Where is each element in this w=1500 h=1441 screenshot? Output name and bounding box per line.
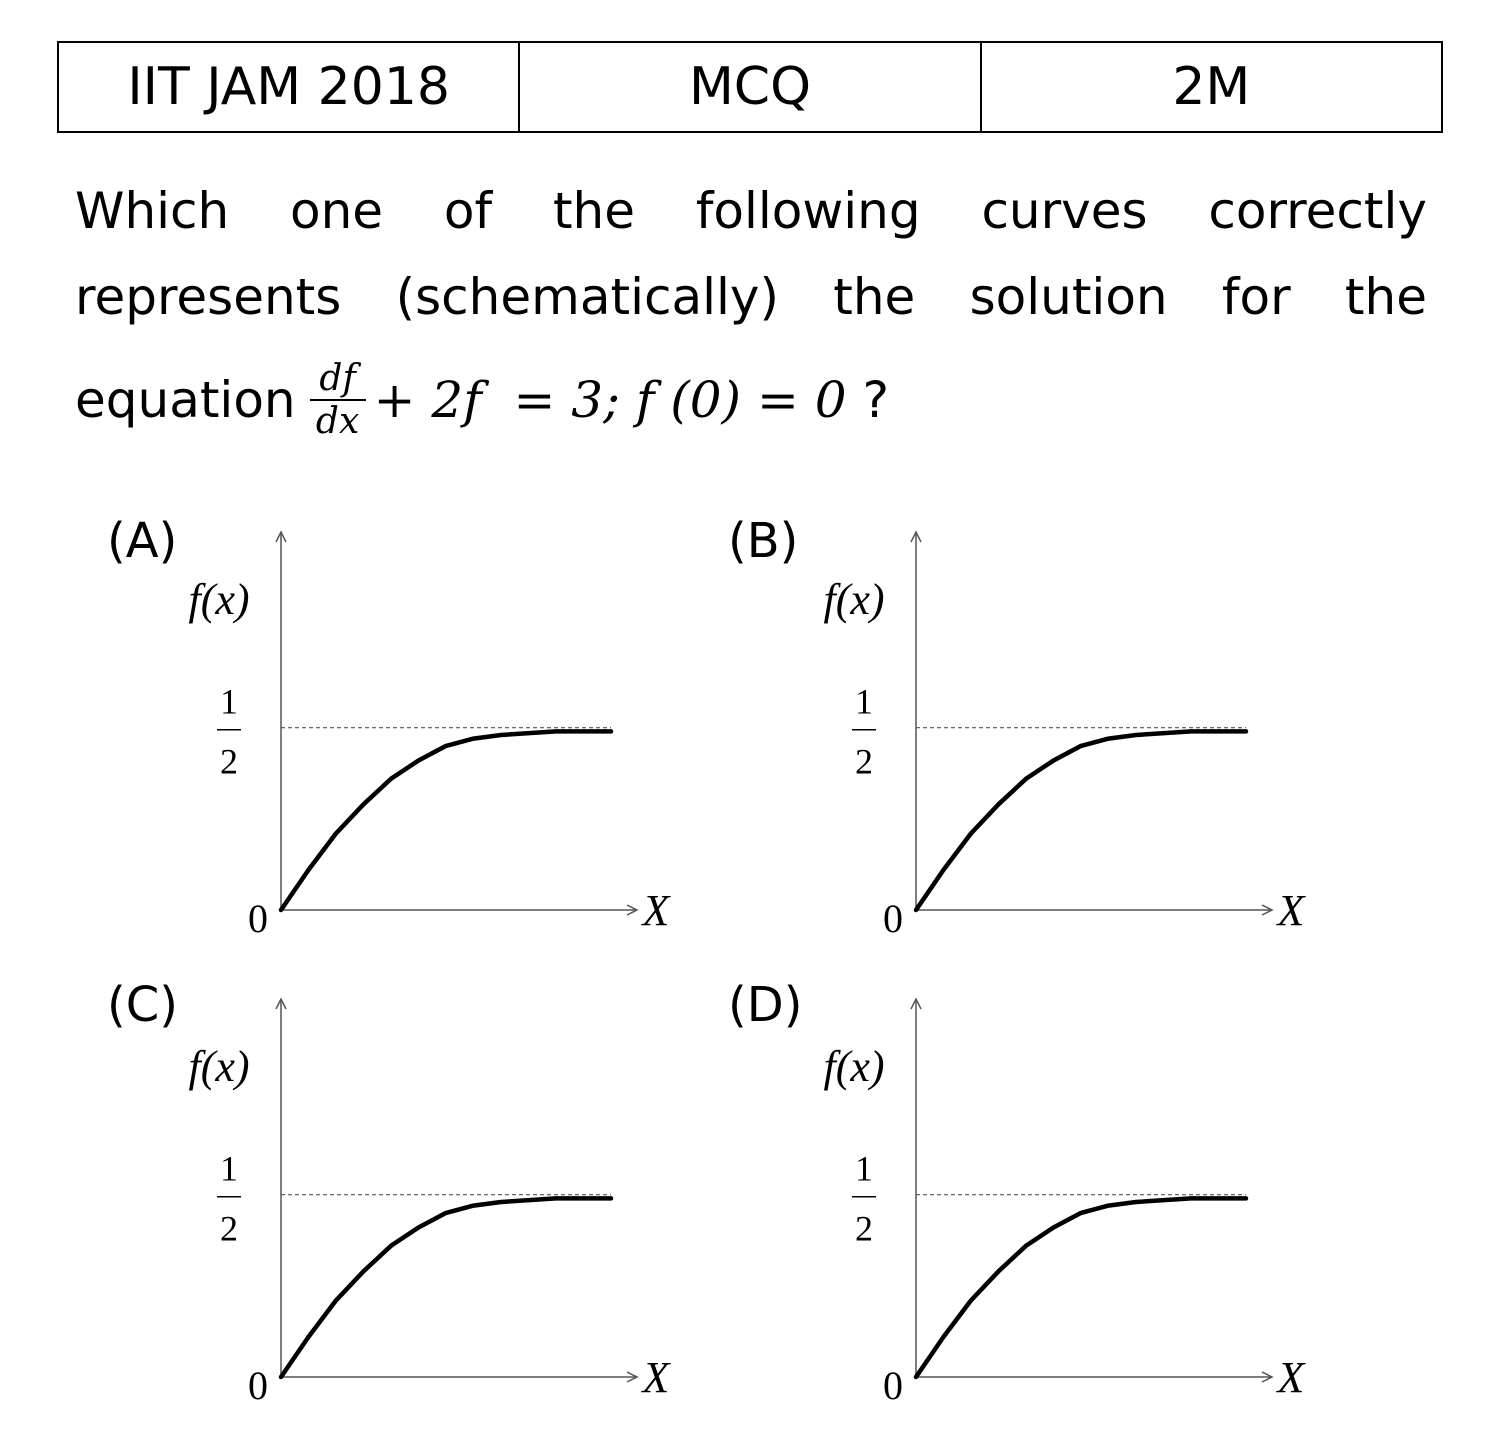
word: the <box>552 182 635 240</box>
tick-half-denominator: 2 <box>855 741 873 782</box>
y-axis-label: f(x) <box>188 575 250 624</box>
frac-denominator: dx <box>315 401 360 442</box>
y-axis-label: f(x) <box>823 575 885 624</box>
word: curves <box>981 182 1148 240</box>
solution-curve-c <box>281 1198 611 1377</box>
word: the <box>833 268 916 326</box>
frac-numerator: df <box>319 357 356 399</box>
solution-curve-d <box>916 1198 1246 1377</box>
word: for <box>1221 268 1291 326</box>
question-type: MCQ <box>518 43 979 131</box>
word: represents <box>75 268 342 326</box>
solution-curve-b <box>916 731 1246 910</box>
word: (schematically) <box>395 268 779 326</box>
word: correctly <box>1208 182 1427 240</box>
exam-name: IIT JAM 2018 <box>127 57 451 117</box>
equation-prefix: equation <box>75 371 296 429</box>
origin-label: 0 <box>883 896 903 941</box>
word: following <box>695 182 921 240</box>
y-axis-label: f(x) <box>823 1042 885 1091</box>
word: Which <box>75 182 230 240</box>
tick-half-denominator: 2 <box>220 1208 238 1249</box>
origin-label: 0 <box>248 1363 268 1408</box>
option-b-label[interactable]: (B) <box>728 513 799 569</box>
word: of <box>443 182 493 240</box>
word: solution <box>969 268 1168 326</box>
y-axis-label: f(x) <box>188 1042 250 1091</box>
word: one <box>290 182 384 240</box>
option-c-label[interactable]: (C) <box>107 977 178 1033</box>
option-a-label[interactable]: (A) <box>107 513 178 569</box>
x-axis-label: X <box>642 886 670 935</box>
tick-half-numerator: 1 <box>220 1148 238 1189</box>
equation-math: + 2f = 3; f (0) = 0 <box>373 371 847 429</box>
tick-half-denominator: 2 <box>855 1208 873 1249</box>
x-axis-label: X <box>642 1353 670 1402</box>
question-marks: 2M <box>980 43 1441 131</box>
origin-label: 0 <box>248 896 268 941</box>
tick-half-numerator: 1 <box>855 681 873 722</box>
word: the <box>1344 268 1427 326</box>
tick-half-numerator: 1 <box>855 1148 873 1189</box>
x-axis-label: X <box>1277 886 1305 935</box>
tick-half-numerator: 1 <box>220 681 238 722</box>
equation-suffix: ? <box>846 371 889 429</box>
solution-curve-a <box>281 731 611 910</box>
x-axis-label: X <box>1277 1353 1305 1402</box>
option-d-label[interactable]: (D) <box>728 977 803 1033</box>
origin-label: 0 <box>883 1363 903 1408</box>
tick-half-denominator: 2 <box>220 741 238 782</box>
